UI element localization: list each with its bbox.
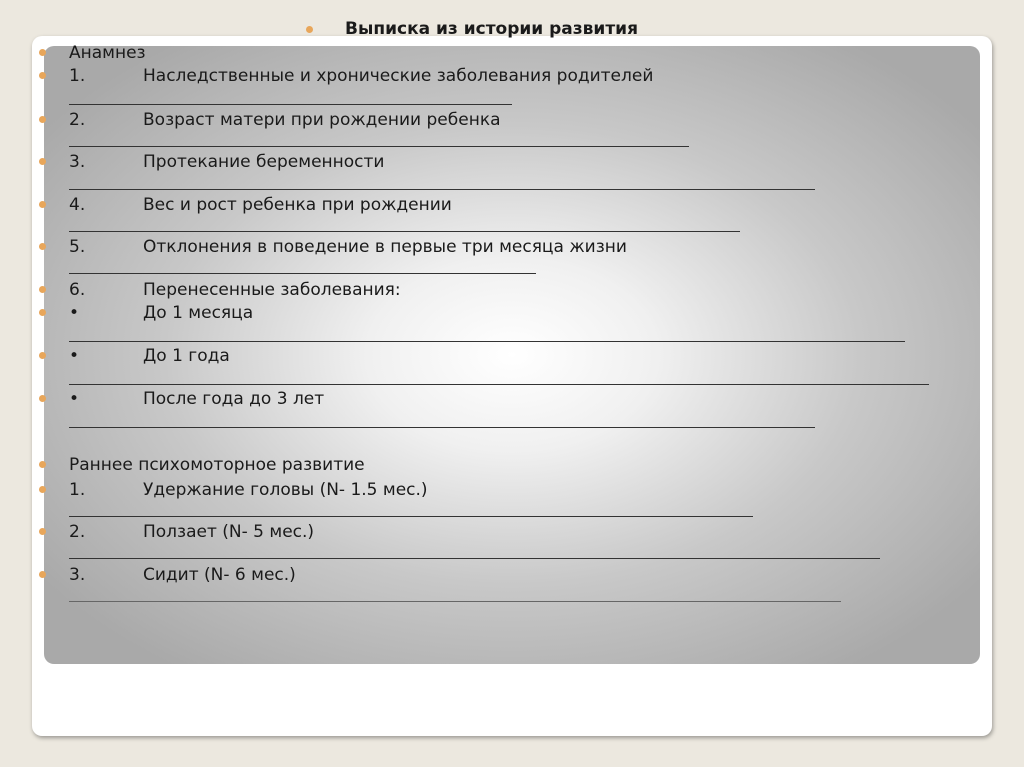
bullet-icon [39,201,46,208]
form-items: Анамнез 1. Наследственные и хронические заболевания родителей 2. Возраст матери при рождении ребенка 3. Протекание беременности 4. Вес и рост ребенка при рождении 5. Отклонения в поведение в первые три месяца жизни 6. Перенесенные заболевания: • До 1 месяца • До 1 года • После года до 3 лет Раннее психомоторное развитие 1. Удержание головы (N- 1.5 мес.) 2. Ползает (N- 5 мес.) 3. Сидит (N- 6 мес.) [0,0,1024,767]
bullet-icon [39,116,46,123]
answer-line[interactable] [69,341,905,342]
answer-line[interactable] [69,104,512,105]
bullet-icon [39,243,46,250]
page-title: Выписка из истории развития [345,19,639,39]
bullet-icon [39,49,46,56]
answer-line[interactable] [69,189,815,190]
bullet-icon [39,352,46,359]
answer-line[interactable] [69,516,753,517]
bullet-icon [39,309,46,316]
answer-line[interactable] [69,384,929,385]
answer-line[interactable] [69,146,689,147]
bullet-icon [39,158,46,165]
bullet-icon [39,571,46,578]
bullet-icon [39,286,46,293]
answer-line[interactable] [69,601,841,602]
bullet-icon [39,486,46,493]
answer-line[interactable] [69,427,815,428]
bullet-icon [39,72,46,79]
bullet-icon [39,528,46,535]
answer-line[interactable] [69,273,536,274]
answer-line[interactable] [69,558,880,559]
bullet-icon [39,461,46,468]
answer-line[interactable] [69,231,740,232]
bullet-icon [39,395,46,402]
